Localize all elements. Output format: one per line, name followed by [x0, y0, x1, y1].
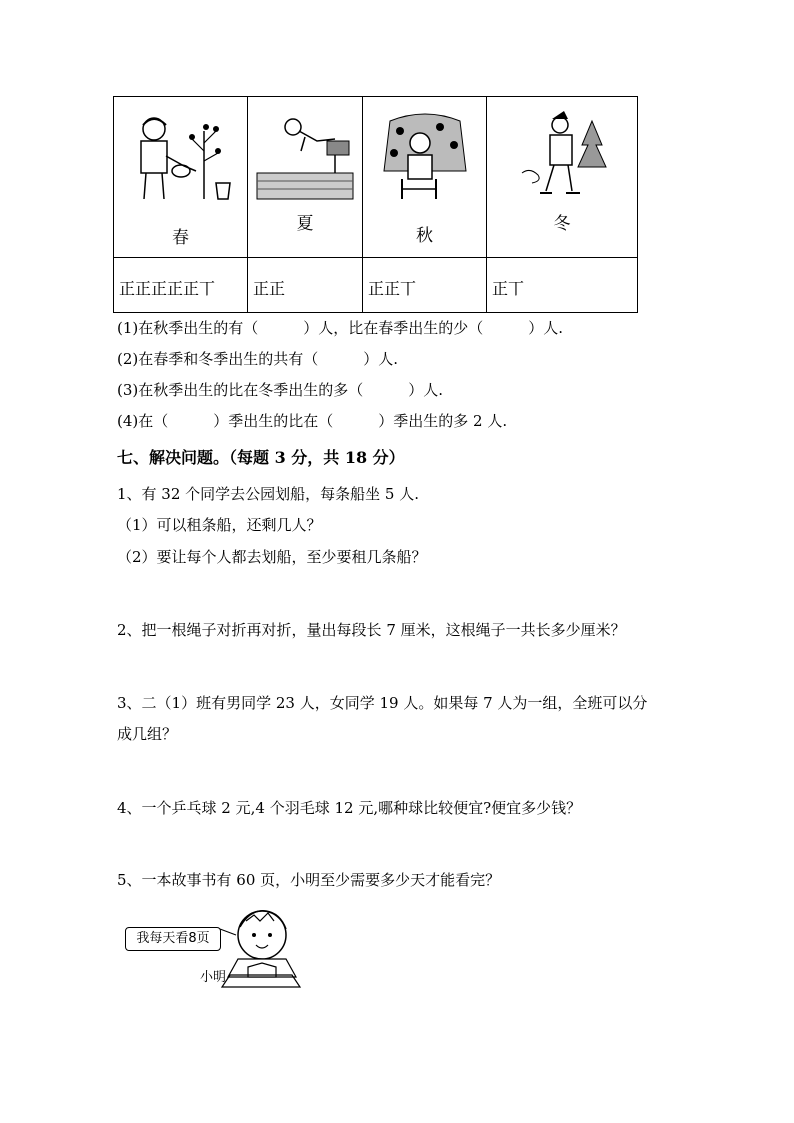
season-name: 秋	[416, 226, 433, 246]
problem-2: 2、把一根绳子对折再对折，量出每段长 7 厘米，这根绳子一共长多少厘米？	[117, 621, 626, 639]
tally-marks: 正正	[253, 279, 286, 298]
section-7-title: 七、解决问题。（每题 3 分，共 18 分）	[117, 448, 405, 467]
season-name: 春	[172, 228, 189, 248]
speech-bubble: 我每天看8页	[125, 927, 221, 951]
autumn-picker-icon	[380, 111, 470, 201]
season-cell-winter	[487, 97, 638, 258]
problem-3-line-1: 3、二（1）班有男同学 23 人，女同学 19 人。如果每 7 人为一组，全班可以分	[117, 694, 648, 712]
question-6-2: (2)在春季和冬季出生的共有（ ）人.	[117, 350, 399, 368]
season-name: 夏	[296, 214, 314, 234]
tally-cell	[487, 258, 638, 313]
spring-gardener-icon	[126, 111, 236, 201]
question-6-3: (3)在秋季出生的比在冬季出生的多（ ）人.	[117, 381, 444, 399]
tally-cell	[248, 258, 363, 313]
tally-marks: 正正丅	[368, 279, 417, 298]
season-cell-autumn	[363, 97, 487, 258]
tally-marks: 正正正正正丅	[119, 279, 216, 298]
winter-skater-icon	[512, 111, 612, 201]
problem-1: 1、有 32 个同学去公园划船，每条船坐 5 人.	[117, 485, 420, 503]
xiaoming-label: 小明	[200, 970, 227, 985]
question-6-4: (4)在（ ）季出生的比在（ ）季出生的多 2 人.	[117, 412, 508, 430]
tally-marks: 正丅	[492, 279, 525, 298]
summer-diver-icon	[255, 111, 355, 201]
birth-season-table	[113, 96, 638, 313]
season-name: 冬	[553, 214, 571, 234]
problem-3-line-2: 成几组？	[117, 725, 178, 743]
problem-4: 4、一个乒乓球 2 元,4 个羽毛球 12 元,哪种球比较便宜?便宜多少钱？	[117, 799, 582, 817]
tally-cell	[363, 258, 487, 313]
season-cell-spring	[114, 97, 248, 258]
tally-cell	[114, 258, 248, 313]
question-6-1: (1)在秋季出生的有（ ）人，比在春季出生的少（ ）人.	[117, 319, 564, 337]
problem-1-part-1: （1）可以租条船，还剩几人？	[117, 516, 322, 534]
season-cell-summer	[248, 97, 363, 258]
problem-5: 5、一本故事书有 60 页，小明至少需要多少天才能看完？	[117, 871, 501, 889]
problem-1-part-2: （2）要让每个人都去划船，至少要租几条船？	[117, 548, 427, 566]
